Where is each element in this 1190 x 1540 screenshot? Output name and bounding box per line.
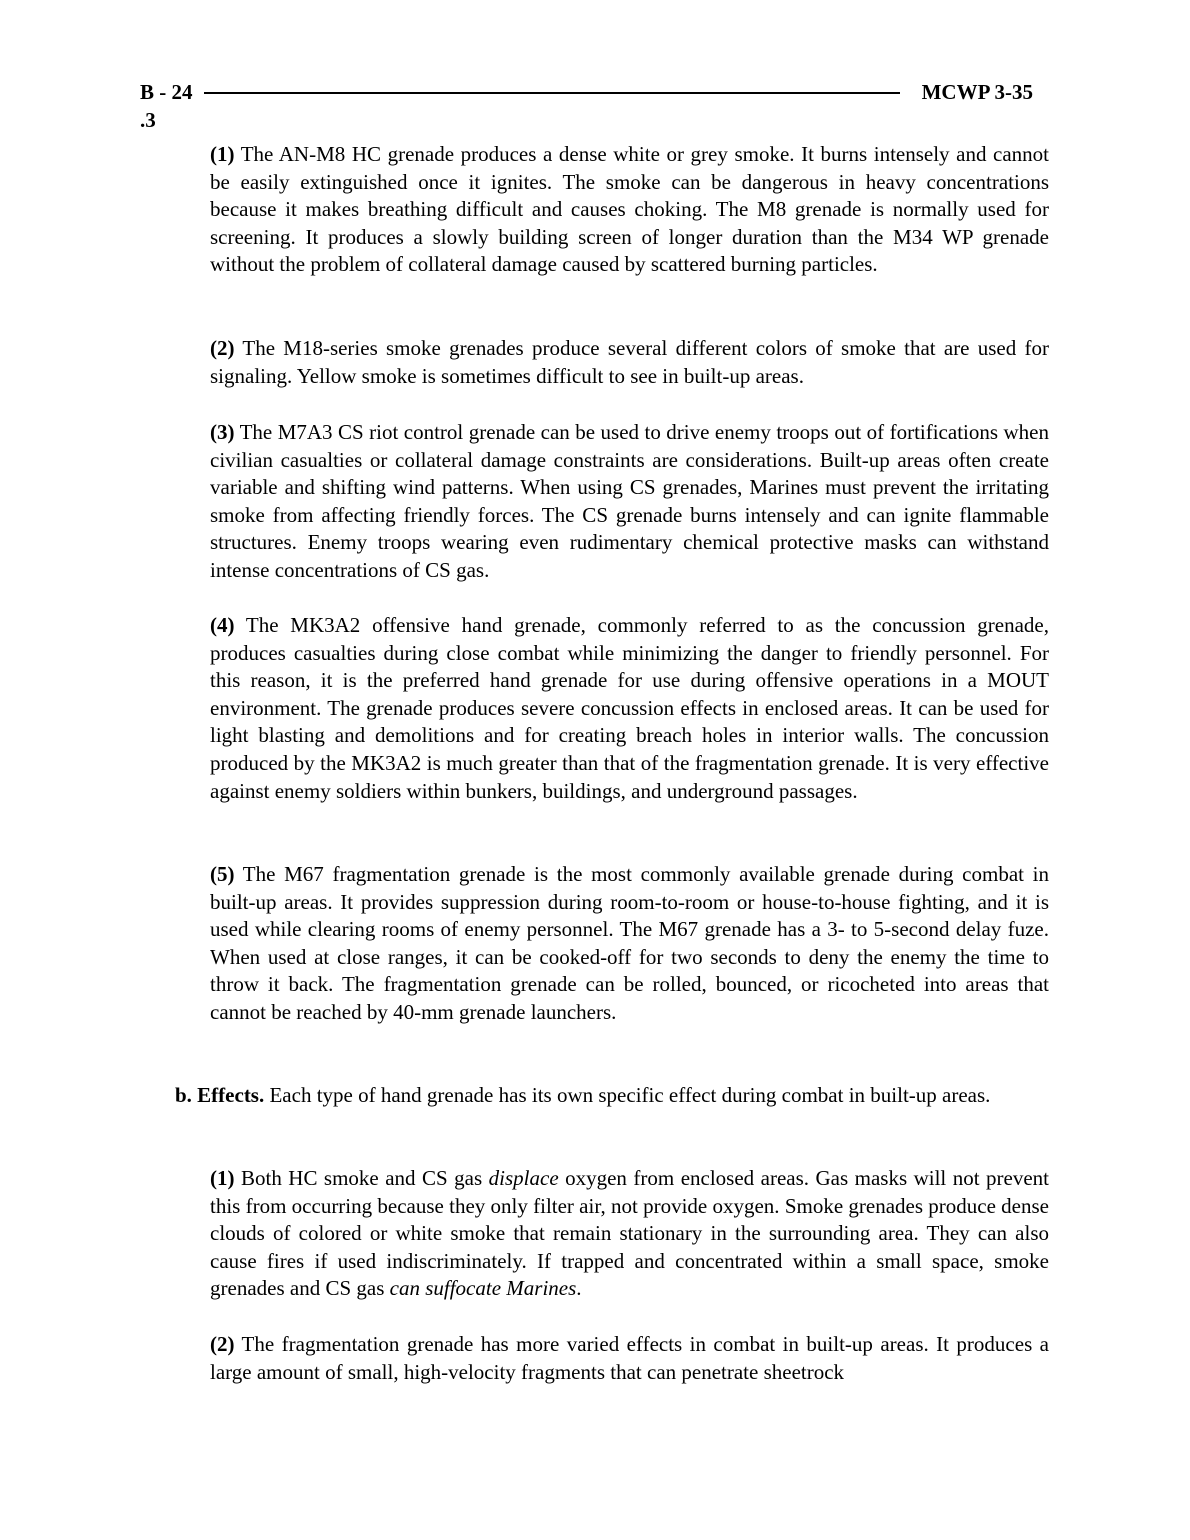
- publication-id: MCWP 3-35: [921, 80, 1033, 104]
- paragraph-text: The M67 fragmentation grenade is the most commonly available grenade during combat in built-up areas. It provides suppression during room-to-room or house-to-house fighting, and it is used while clearing rooms of enemy personnel. The M67 grenade has a 3- to 5-second delay fuze. When used at close ranges, it can be cooked-off for two seconds to deny the enemy the time to throw it back. The fragmentation grenade can be rolled, bounced, or ricocheted into areas that cannot be reached by 40-mm grenade launchers.: [210, 862, 1049, 1024]
- paragraph-1: [210, 141, 1049, 279]
- paragraph-4: [210, 612, 1049, 805]
- section-b-effects: [175, 1082, 1049, 1110]
- paragraph-text: The M18-series smoke grenades produce several different colors of smoke that are used for signaling. Yellow smoke is sometimes difficult to see in built-up areas.: [210, 336, 1049, 388]
- paragraph-text: oxygen from enclosed areas. Gas masks will not prevent this from occurring because they only filter air, not provide oxygen. Smoke grenades produce dense clouds of colored or white smoke that remain stationary in the surrounding area. They can also cause fires if used indiscriminately. If trapped and concentrated within a small space, smoke grenades and CS gas: [210, 1166, 1050, 1301]
- emphasis-text: displace: [488, 1166, 559, 1190]
- paragraph-text: Both HC smoke and CS gas: [234, 1166, 489, 1190]
- paragraph-5: [210, 861, 1049, 1027]
- emphasis-text: can suffocate Marines: [389, 1276, 577, 1301]
- paragraph-2: [210, 335, 1049, 390]
- header-rule: [204, 92, 900, 94]
- publication-id-continuation: .3: [140, 108, 156, 132]
- paragraph-text: The AN-M8 HC grenade produces a dense white or grey smoke. It burns intensely and cannot be easily extinguished once it ignites. The smoke can be dangerous in heavy concentrations because it makes breathing difficult and causes choking. The M8 grenade is normally used for screening. It produces a slowly building screen of longer duration than the M34 WP grenade without the problem of collateral damage caused by scattered burning particles.: [210, 142, 1049, 277]
- effects-paragraph-1: [210, 1165, 1049, 1303]
- paragraph-3: [210, 419, 1049, 585]
- section-text: Each type of hand grenade has its own specific effect during combat in built-up areas.: [264, 1083, 991, 1107]
- paragraph-number: (1): [210, 142, 235, 166]
- paragraph-number: (3): [210, 420, 235, 444]
- paragraph-text: The fragmentation grenade has more varied effects in combat in built-up areas. It produces a large amount of small, high-velocity fragments that can penetrate sheetrock: [210, 1332, 1049, 1384]
- paragraph-number: (2): [210, 1332, 235, 1356]
- effects-paragraph-2: [210, 1331, 1049, 1386]
- paragraph-number: (4): [210, 613, 235, 637]
- section-heading: b. Effects.: [175, 1083, 265, 1107]
- page-number: B - 24: [140, 80, 193, 104]
- paragraph-text: .: [576, 1276, 582, 1301]
- paragraph-number: (1): [210, 1166, 235, 1190]
- paragraph-number: (5): [210, 862, 235, 886]
- paragraph-text: The MK3A2 offensive hand grenade, commonly referred to as the concussion grenade, produces casualties during close combat while minimizing the danger to friendly personnel. For this reason, it is the preferred hand grenade for use during offensive operations in a MOUT environment. The grenade produces severe concussion effects in enclosed areas. It can be used for light blasting and demolitions and for creating breach holes in interior walls. The concussion produced by the MK3A2 is much greater than that of the fragmentation grenade. It is very effective against enemy soldiers within bunkers, buildings, and underground passages.: [210, 613, 1049, 803]
- page-header: [140, 78, 1033, 106]
- paragraph-number: (2): [210, 336, 235, 360]
- paragraph-text: The M7A3 CS riot control grenade can be used to drive enemy troops out of fortifications when civilian casualties or collateral damage constraints are considerations. Built-up areas often create variable and shifting wind patterns. When using CS grenades, Marines must prevent the irritating smoke from affecting friendly forces. The CS grenade burns intensely and can ignite flammable structures. Enemy troops wearing even rudimentary chemical protective masks can withstand intense concentrations of CS gas.: [210, 420, 1049, 582]
